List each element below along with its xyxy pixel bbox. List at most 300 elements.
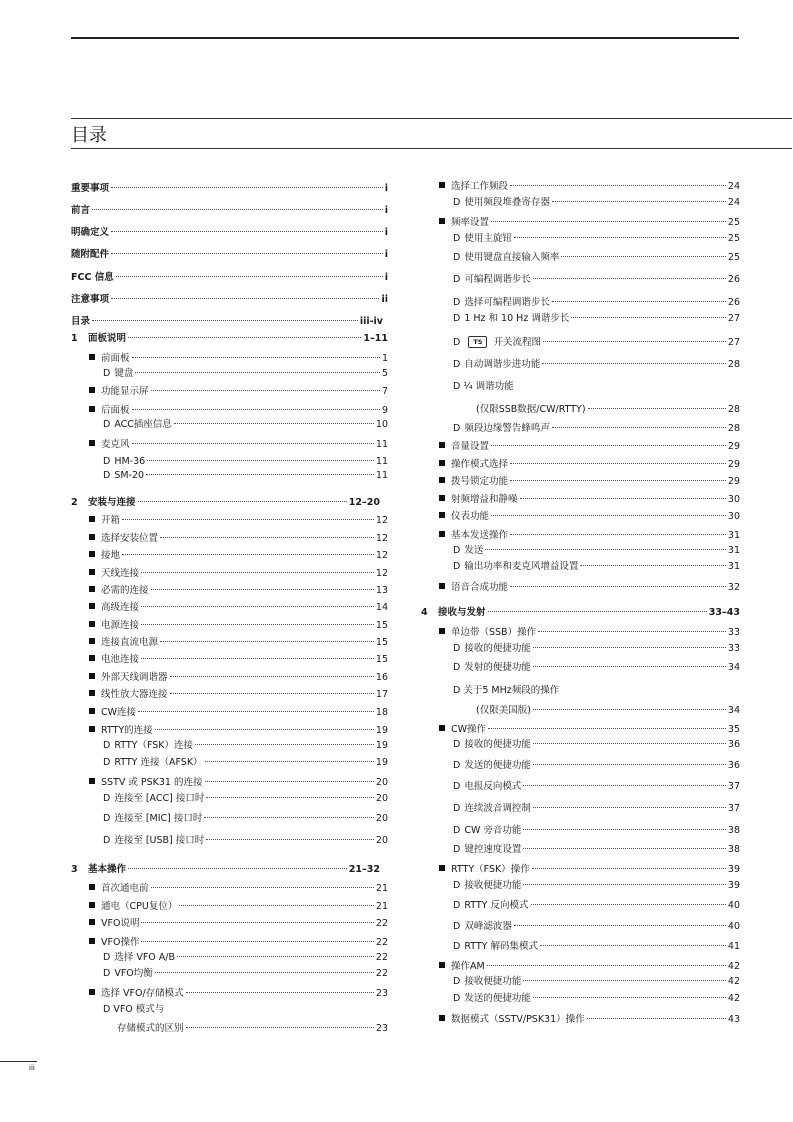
leader-dots	[588, 408, 726, 409]
toc-entry-label	[439, 493, 518, 506]
toc-entry-text: 电池连接	[101, 654, 140, 665]
toc-page-number: 14	[375, 602, 388, 613]
toc-chapter-entry[interactable]	[71, 332, 388, 345]
leader-dots	[538, 631, 726, 632]
leader-dots	[151, 887, 374, 888]
toc-entry[interactable]	[117, 1022, 388, 1035]
toc-entry-text: 发射的便捷功能	[464, 662, 531, 673]
toc-entry[interactable]	[453, 899, 740, 912]
toc-entry-text: 后面板	[101, 405, 130, 416]
toc-entry[interactable]	[71, 182, 388, 195]
toc-entry[interactable]	[439, 475, 740, 488]
toc-page-number: 10	[375, 419, 388, 430]
leader-dots	[141, 624, 374, 625]
toc-page-number: 25	[727, 217, 740, 228]
sub-item-marker: D	[103, 793, 111, 804]
toc-page-number: 29	[727, 441, 740, 452]
toc-entry-label	[453, 336, 541, 349]
toc-entry[interactable]	[103, 967, 388, 980]
title-rule-bottom	[71, 148, 792, 149]
toc-entry-text: 音量设置	[451, 441, 490, 452]
toc-entry[interactable]	[89, 532, 388, 545]
leader-dots	[533, 278, 726, 279]
bullet-square-icon	[89, 551, 95, 557]
bullet-square-icon	[89, 690, 95, 696]
toc-entry[interactable]	[439, 493, 740, 506]
toc-entry[interactable]	[71, 226, 388, 239]
toc-entry-label	[89, 385, 149, 398]
toc-page-number: 22	[375, 968, 388, 979]
toc-entry[interactable]	[103, 834, 388, 847]
toc-entry-text: 输出功率和麦克风增益设置	[464, 561, 579, 572]
toc-entry[interactable]	[89, 584, 388, 597]
toc-entry-label	[453, 642, 531, 655]
toc-entry-text: VFO操作	[101, 937, 140, 948]
toc-entry[interactable]	[89, 882, 388, 895]
toc-entry-text: RTTY 反向模式	[464, 900, 529, 911]
toc-page-number: 12	[375, 550, 388, 561]
bullet-square-icon	[439, 628, 445, 634]
toc-entry[interactable]	[89, 385, 388, 398]
sub-item-marker: D	[453, 941, 461, 952]
toc-entry-label	[71, 863, 126, 876]
toc-entry-label	[89, 532, 158, 545]
toc-entry-label	[453, 975, 521, 988]
bullet-square-icon	[439, 865, 445, 871]
toc-entry-label	[71, 315, 90, 328]
sub-item-marker: D	[453, 359, 461, 370]
toc-entry[interactable]	[439, 863, 740, 876]
toc-entry-label	[453, 312, 569, 325]
toc-entry[interactable]	[71, 271, 388, 284]
toc-page-number: 27	[727, 313, 740, 324]
toc-entry[interactable]	[453, 843, 740, 856]
toc-entry-label	[453, 899, 529, 912]
toc-entry-label	[89, 936, 139, 949]
toc-entry-label	[453, 843, 521, 856]
bullet-square-icon	[89, 534, 95, 540]
toc-entry-text: 功能显示屏	[101, 386, 149, 397]
toc-entry[interactable]	[453, 975, 740, 988]
sub-item-marker: D	[453, 233, 461, 244]
toc-entry[interactable]	[453, 422, 740, 435]
leader-dots	[177, 956, 374, 957]
toc-entry[interactable]	[453, 358, 740, 371]
sub-item-marker: D	[453, 252, 461, 263]
toc-entry[interactable]	[476, 403, 740, 416]
toc-page-number: 23	[375, 988, 388, 999]
leader-dots	[122, 554, 374, 555]
toc-entry-text: 连接至 [ACC] 接口时	[114, 793, 205, 804]
ts-key-icon: TS	[468, 336, 487, 348]
toc-entry-text: 线性放大器连接	[101, 689, 168, 700]
toc-entry[interactable]	[439, 180, 740, 193]
toc-entry-text: 必需的连接	[101, 585, 149, 596]
toc-entry[interactable]	[439, 510, 740, 523]
toc-entry[interactable]	[453, 661, 740, 674]
toc-entry[interactable]	[453, 802, 740, 815]
toc-entry[interactable]	[476, 704, 740, 717]
toc-entry[interactable]	[453, 544, 740, 557]
toc-entry-text: 拨号锁定功能	[451, 476, 509, 487]
toc-entry-label	[453, 940, 538, 953]
toc-chapter-entry[interactable]	[421, 606, 740, 619]
toc-page-number: 15	[375, 637, 388, 648]
toc-entry[interactable]	[89, 636, 388, 649]
title-rule-top	[71, 118, 792, 119]
toc-entry-label	[89, 584, 149, 597]
leader-dots	[170, 676, 374, 677]
sub-item-marker: D	[453, 423, 461, 434]
toc-page-number: 35	[727, 724, 740, 735]
toc-entry[interactable]	[439, 723, 740, 736]
toc-page-number: 11	[375, 470, 388, 481]
toc-entry[interactable]	[453, 273, 740, 286]
toc-entry-label	[453, 358, 540, 371]
leader-dots	[160, 641, 374, 642]
toc-entry-label	[103, 739, 193, 752]
toc-page-number: 21	[375, 883, 388, 894]
toc-page-number: 29	[727, 476, 740, 487]
toc-entry[interactable]	[439, 216, 740, 229]
toc-entry[interactable]	[89, 438, 388, 451]
toc-entry-text: 接收便捷功能	[464, 976, 522, 987]
toc-entry[interactable]	[439, 626, 740, 639]
toc-entry[interactable]	[439, 529, 740, 542]
toc-entry-text: CW操作	[451, 724, 487, 735]
sub-item-marker: D	[453, 197, 461, 208]
toc-entry[interactable]	[453, 296, 740, 309]
toc-entry-text: 明确定义	[71, 227, 110, 238]
toc-page-number: 40	[727, 900, 740, 911]
toc-entry-label	[453, 738, 531, 751]
sub-item-marker: D	[453, 760, 461, 771]
toc-entry-label	[439, 180, 508, 193]
toc-entry-label	[89, 882, 149, 895]
toc-entry-label	[89, 549, 120, 562]
toc-entry-text: 安装与连接	[88, 497, 136, 508]
toc-page-number: 19	[375, 740, 388, 751]
toc-chapter-entry[interactable]	[71, 496, 380, 509]
toc-entry-text: (仅限美国版)	[476, 705, 531, 716]
toc-entry[interactable]	[103, 418, 388, 431]
toc-page-number: i	[384, 249, 388, 260]
leader-dots	[531, 904, 726, 905]
toc-entry-label	[439, 440, 489, 453]
toc-entry[interactable]	[453, 560, 740, 573]
toc-entry[interactable]	[453, 738, 740, 751]
leader-dots	[135, 372, 380, 373]
toc-entry-text: 频率设置	[451, 217, 490, 228]
toc-entry[interactable]	[439, 458, 740, 471]
toc-entry-label	[89, 601, 139, 614]
toc-entry-text: 频段边缘警告蜂鸣声	[464, 423, 550, 434]
bullet-square-icon	[89, 902, 95, 908]
toc-page-number: 20	[375, 813, 388, 824]
toc-entry[interactable]	[103, 739, 388, 752]
toc-entry[interactable]	[89, 688, 388, 701]
toc-entry-text: 高级连接	[101, 602, 140, 613]
toc-entry[interactable]	[439, 1013, 740, 1026]
toc-page-number: 38	[727, 825, 740, 836]
bullet-square-icon	[89, 516, 95, 522]
leader-dots	[141, 941, 373, 942]
toc-entry-text: RTTY（FSK）操作	[451, 864, 530, 875]
leader-dots	[552, 201, 726, 202]
sub-item-marker: D	[453, 337, 461, 348]
toc-page-number: 28	[727, 423, 740, 434]
toc-entry-text: 基本发送操作	[451, 530, 509, 541]
toc-entry[interactable]	[453, 196, 740, 209]
toc-entry-text: RTTY 连接（AFSK）	[114, 757, 203, 768]
toc-page-number: 11	[375, 439, 388, 450]
sub-item-marker: D	[103, 456, 111, 467]
leader-dots	[155, 729, 374, 730]
toc-entry-text: 接收的便捷功能	[464, 739, 531, 750]
bullet-square-icon	[89, 919, 95, 925]
toc-page-number: 26	[727, 274, 740, 285]
toc-entry[interactable]	[453, 824, 740, 837]
toc-entry[interactable]	[453, 992, 740, 1005]
toc-page-number: 16	[375, 672, 388, 683]
toc-page-number: i	[384, 183, 388, 194]
toc-page-number: 17	[375, 689, 388, 700]
sub-item-marker: D	[453, 844, 461, 855]
leader-dots	[587, 1018, 726, 1019]
toc-entry[interactable]	[103, 1003, 388, 1016]
toc-entry-label	[453, 920, 512, 933]
toc-entry[interactable]	[453, 642, 740, 655]
sub-item-marker: D	[453, 643, 461, 654]
toc-entry[interactable]	[71, 248, 388, 261]
leader-dots	[204, 817, 373, 818]
leader-dots	[92, 209, 383, 210]
toc-chapter-entry[interactable]	[71, 863, 380, 876]
bullet-square-icon	[89, 621, 95, 627]
toc-entry[interactable]	[453, 879, 740, 892]
toc-page-number: 30	[727, 494, 740, 505]
toc-page-number: 34	[727, 662, 740, 673]
toc-entry[interactable]	[453, 920, 740, 933]
leader-dots	[141, 658, 374, 659]
toc-entry-label	[439, 626, 536, 639]
toc-entry[interactable]	[89, 776, 388, 789]
toc-entry-text: D VFO 模式与	[103, 1004, 165, 1015]
toc-page-number: 39	[727, 864, 740, 875]
toc-entry-text: 连接直流电源	[101, 637, 159, 648]
toc-entry[interactable]	[439, 960, 740, 973]
toc-entry[interactable]	[89, 404, 388, 417]
leader-dots	[132, 357, 380, 358]
toc-entry-label	[439, 475, 508, 488]
toc-entry[interactable]	[453, 336, 740, 349]
chapter-number: 4	[421, 607, 428, 618]
toc-entry-text: 重要事项	[71, 183, 110, 194]
toc-entry[interactable]	[89, 514, 388, 527]
toc-entry-label	[89, 987, 184, 1000]
toc-page-number: 22	[375, 952, 388, 963]
toc-page-number: 31	[727, 561, 740, 572]
toc-entry-text: 连接至 [USB] 接口时	[114, 835, 205, 846]
toc-entry-text: 键控速度设置	[464, 844, 522, 855]
leader-dots	[138, 501, 347, 502]
toc-entry-text: RTTY（FSK）连接	[114, 740, 194, 751]
leader-dots	[186, 1027, 374, 1028]
toc-entry-label	[453, 232, 512, 245]
leader-dots	[147, 460, 374, 461]
toc-entry-label	[103, 967, 153, 980]
toc-page-number: 12	[375, 515, 388, 526]
leader-dots	[205, 781, 374, 782]
toc-entry[interactable]	[71, 315, 383, 328]
leader-dots	[561, 256, 726, 257]
leader-dots	[491, 445, 726, 446]
toc-page-number: 20	[375, 793, 388, 804]
toc-entry-label	[89, 514, 120, 527]
toc-page-number: 25	[727, 252, 740, 263]
toc-entry-label	[89, 619, 139, 632]
toc-entry[interactable]	[439, 581, 740, 594]
leader-dots	[485, 549, 726, 550]
bullet-square-icon	[439, 962, 445, 968]
toc-entry[interactable]	[89, 900, 388, 913]
toc-page-number: 31	[727, 545, 740, 556]
leader-dots	[111, 298, 379, 299]
toc-entry-label	[89, 404, 130, 417]
toc-entry-label	[453, 992, 531, 1005]
toc-entry[interactable]	[89, 653, 388, 666]
toc-entry[interactable]	[103, 367, 388, 380]
toc-entry[interactable]	[89, 987, 388, 1000]
sub-item-marker: D	[103, 470, 111, 481]
toc-entry[interactable]	[89, 917, 388, 930]
bullet-square-icon	[439, 477, 445, 483]
toc-entry[interactable]	[89, 549, 388, 562]
toc-entry-text: 发送的便捷功能	[464, 760, 531, 771]
toc-entry[interactable]	[453, 759, 740, 772]
toc-entry-label	[89, 724, 153, 737]
toc-entry-text: 前言	[71, 205, 91, 216]
bullet-square-icon	[439, 1015, 445, 1021]
toc-entry-label	[453, 824, 521, 837]
toc-page-number: 30	[727, 511, 740, 522]
toc-entry-text: 自动调谐步进功能	[464, 359, 541, 370]
leader-dots	[122, 519, 374, 520]
toc-entry[interactable]	[103, 469, 388, 482]
leader-dots	[487, 965, 726, 966]
toc-entry-label	[103, 469, 144, 482]
toc-entry-text: D 关于5 MHz频段的操作	[453, 685, 560, 696]
toc-entry[interactable]	[89, 352, 388, 365]
toc-page-number: 9	[381, 405, 388, 416]
bullet-square-icon	[89, 673, 95, 679]
sub-item-marker: D	[453, 297, 461, 308]
toc-entry-label	[71, 204, 90, 217]
toc-page-number: 32	[727, 582, 740, 593]
bullet-square-icon	[439, 495, 445, 501]
leader-dots	[138, 711, 374, 712]
toc-entry[interactable]	[89, 601, 388, 614]
toc-entry[interactable]	[103, 792, 388, 805]
toc-entry[interactable]	[89, 567, 388, 580]
toc-entry-label	[439, 510, 489, 523]
toc-entry-text: 存储模式的区别	[117, 1023, 184, 1034]
toc-page-number: 25	[727, 233, 740, 244]
toc-entry-label	[453, 879, 521, 892]
toc-entry-label	[71, 182, 109, 195]
toc-entry-label	[89, 776, 203, 789]
toc-entry[interactable]	[453, 380, 740, 393]
toc-entry[interactable]	[71, 204, 388, 217]
toc-entry[interactable]	[71, 293, 388, 306]
toc-entry-label	[71, 496, 136, 509]
toc-entry-text: 麦克风	[101, 439, 130, 450]
toc-entry-text: 接地	[101, 550, 121, 561]
leader-dots	[552, 427, 726, 428]
toc-entry-label	[453, 196, 550, 209]
toc-entry[interactable]	[89, 671, 388, 684]
toc-page-number: 12–20	[348, 497, 380, 508]
leader-dots	[510, 463, 726, 464]
leader-dots	[206, 797, 374, 798]
toc-entry-text: VFO均衡	[114, 968, 153, 979]
toc-entry[interactable]	[89, 936, 388, 949]
toc-entry-text: 面板说明	[88, 333, 127, 344]
leader-dots	[174, 423, 374, 424]
toc-entry[interactable]	[453, 232, 740, 245]
sub-item-marker: D	[103, 813, 111, 824]
toc-entry[interactable]	[453, 684, 740, 697]
toc-entry-text: 目录	[71, 316, 91, 327]
toc-entry-text: 数据模式（SSTV/PSK31）操作	[451, 1014, 585, 1025]
toc-entry[interactable]	[89, 619, 388, 632]
toc-entry[interactable]	[103, 951, 388, 964]
sub-item-marker: D	[453, 825, 461, 836]
sub-item-marker: D	[103, 419, 111, 430]
bullet-square-icon	[89, 708, 95, 714]
toc-entry-label	[71, 226, 109, 239]
toc-entry-label	[439, 960, 485, 973]
toc-entry-label	[439, 1013, 585, 1026]
toc-entry-label	[89, 706, 136, 719]
toc-page-number: 15	[375, 654, 388, 665]
leader-dots	[206, 839, 374, 840]
leader-dots	[141, 606, 374, 607]
toc-entry-label	[439, 458, 508, 471]
toc-entry[interactable]	[453, 312, 740, 325]
leader-dots	[160, 537, 374, 538]
toc-entry-label	[71, 271, 114, 284]
toc-entry[interactable]	[89, 706, 388, 719]
toc-page-number: 21–32	[348, 864, 380, 875]
bullet-square-icon	[89, 655, 95, 661]
toc-entry-text: VFO说明	[101, 918, 140, 929]
toc-entry[interactable]	[103, 455, 388, 468]
bullet-square-icon	[89, 569, 95, 575]
toc-page-number: 27	[727, 337, 740, 348]
toc-entry[interactable]	[439, 440, 740, 453]
toc-entry-label	[476, 403, 586, 416]
toc-entry[interactable]	[453, 940, 740, 953]
toc-entry[interactable]	[453, 251, 740, 264]
toc-entry[interactable]	[103, 756, 388, 769]
toc-page-number: 23	[375, 1023, 388, 1034]
toc-entry-label	[103, 367, 133, 380]
toc-entry[interactable]	[103, 812, 388, 825]
toc-entry[interactable]	[453, 780, 740, 793]
toc-page-number: 43	[727, 1014, 740, 1025]
toc-entry[interactable]	[89, 724, 388, 737]
